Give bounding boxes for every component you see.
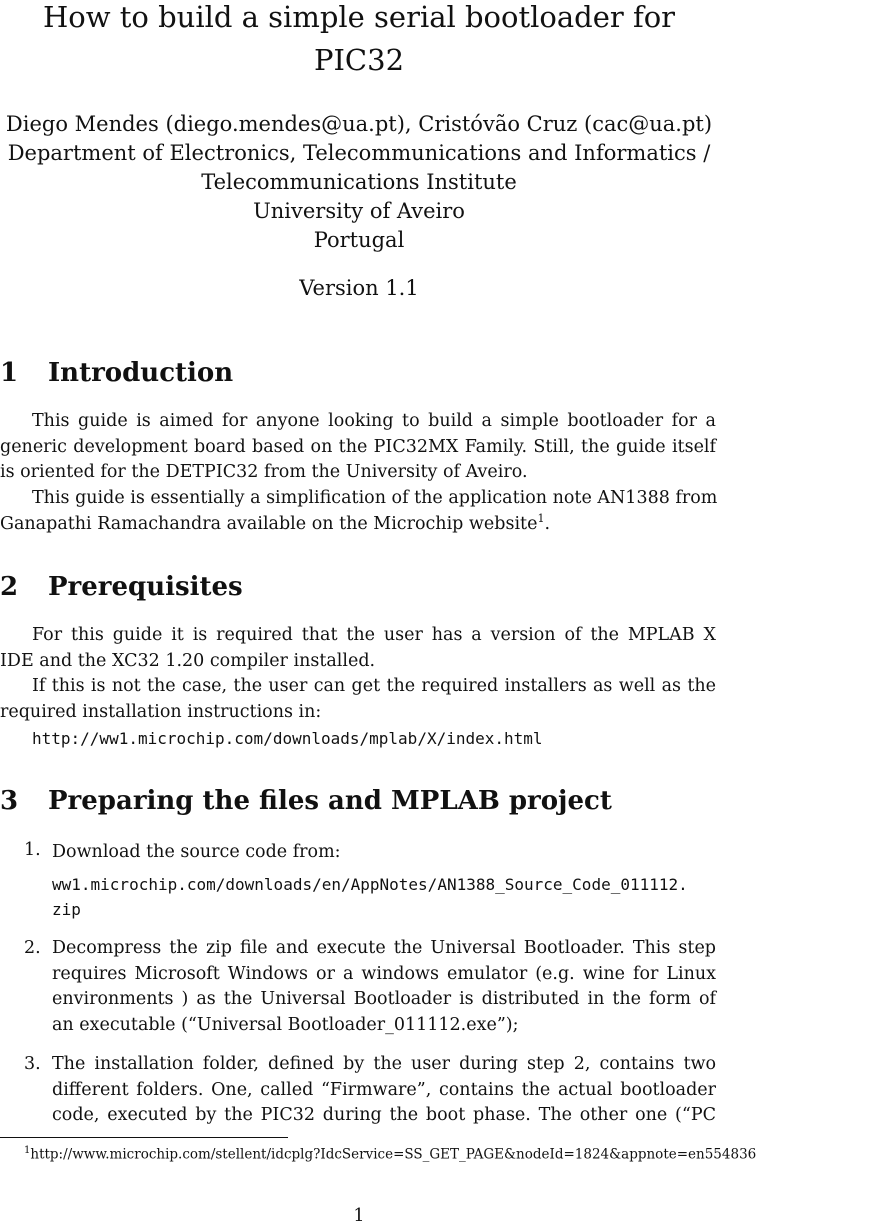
text-line: This guide is essentially a simplification of the application note AN1388 from: [32, 488, 718, 508]
text-segment: Ganapathi Ramachandra available on the Microchip website: [0, 513, 538, 534]
section-number: 2: [0, 572, 19, 602]
footnote: [24, 1145, 756, 1163]
intro-paragraph-2: [0, 486, 716, 537]
section-heading-prerequisites: [0, 572, 243, 602]
section-number: 3: [0, 786, 19, 816]
text-line: required installation instructions in:: [0, 701, 322, 722]
source-code-link-line-1[interactable]: ww1.microchip.com/downloads/en/AppNotes/AN1388_Source_Code_011112.: [52, 875, 688, 894]
text-line: IDE and the XC32 1.20 compiler installed.: [0, 650, 376, 671]
footnote-url[interactable]: http://www.microchip.com/stellent/idcplg?IdcService=SS_GET_PAGE&nodeId=1824&appnote=en554836: [30, 1146, 757, 1163]
page-number: 1: [353, 1206, 365, 1226]
list-item-number: 1.: [24, 840, 41, 860]
department-line-1: Department of Electronics, Telecommunications and Informatics /: [7, 141, 711, 165]
title-line-2: PIC32: [313, 43, 405, 77]
footnote-rule: [0, 1137, 288, 1138]
text-line: environments ) as the Universal Bootloader is distributed in the form of: [52, 989, 716, 1009]
section-title: Introduction: [48, 358, 234, 388]
text-line: This guide is aimed for anyone looking to build a simple bootloader for a: [32, 411, 716, 431]
text-line: Decompress the zip file and execute the Universal Bootloader. This step: [52, 938, 716, 958]
text-line: [0, 512, 716, 538]
section-title: Prerequisites: [48, 572, 243, 602]
country: Portugal: [313, 228, 405, 252]
section-heading-introduction: [0, 358, 233, 388]
text-line: code, executed by the PIC32 during the boot phase. The other one (“PC: [52, 1105, 716, 1125]
version: Version 1.1: [299, 276, 419, 300]
list-item-1: [52, 840, 716, 866]
section-number: 1: [0, 358, 19, 388]
department-line-2: Telecommunications Institute: [201, 170, 517, 194]
authors: Diego Mendes (diego.mendes@ua.pt), Cristóvão Cruz (cac@ua.pt): [5, 112, 713, 136]
footnote-mark: 1: [24, 1145, 31, 1156]
text-line: The installation folder, defined by the user during step 2, contains two: [52, 1054, 716, 1074]
list-item-3: [52, 1052, 716, 1129]
university: University of Aveiro: [253, 199, 465, 223]
footnote-mark: 1: [537, 511, 545, 525]
list-item-number: 3.: [24, 1054, 41, 1074]
text-line: For this guide it is required that the user has a version of the MPLAB X: [32, 625, 716, 645]
section-heading-preparing: [0, 786, 612, 816]
text-line: requires Microsoft Windows or a windows emulator (e.g. wine for Linux: [52, 963, 716, 984]
text-segment: .: [544, 513, 551, 534]
list-item-number: 2.: [24, 938, 41, 958]
text-line: If this is not the case, the user can get the required installers as well as the: [32, 676, 716, 696]
section-title: Preparing the files and MPLAB project: [48, 786, 612, 816]
text-line: different folders. One, called “Firmware”, contains the actual bootloader: [52, 1079, 716, 1100]
title-line-1: How to build a simple serial bootloader for: [42, 0, 676, 34]
source-code-link-line-2[interactable]: zip: [52, 900, 81, 919]
intro-paragraph-1: [0, 409, 716, 486]
text-line: is oriented for the DETPIC32 from the University of Aveiro.: [0, 462, 528, 482]
text-line: generic development board based on the PIC32MX Family. Still, the guide itself: [0, 436, 716, 457]
text-line: an executable (“Universal Bootloader_011112.exe”);: [52, 1014, 519, 1035]
mplab-download-link[interactable]: http://ww1.microchip.com/downloads/mplab/X/index.html: [32, 729, 543, 748]
list-item-2: [52, 936, 716, 1038]
prereq-paragraph-2: [0, 674, 716, 725]
prereq-paragraph-1: [0, 623, 716, 674]
text-line: Download the source code from:: [52, 842, 341, 862]
